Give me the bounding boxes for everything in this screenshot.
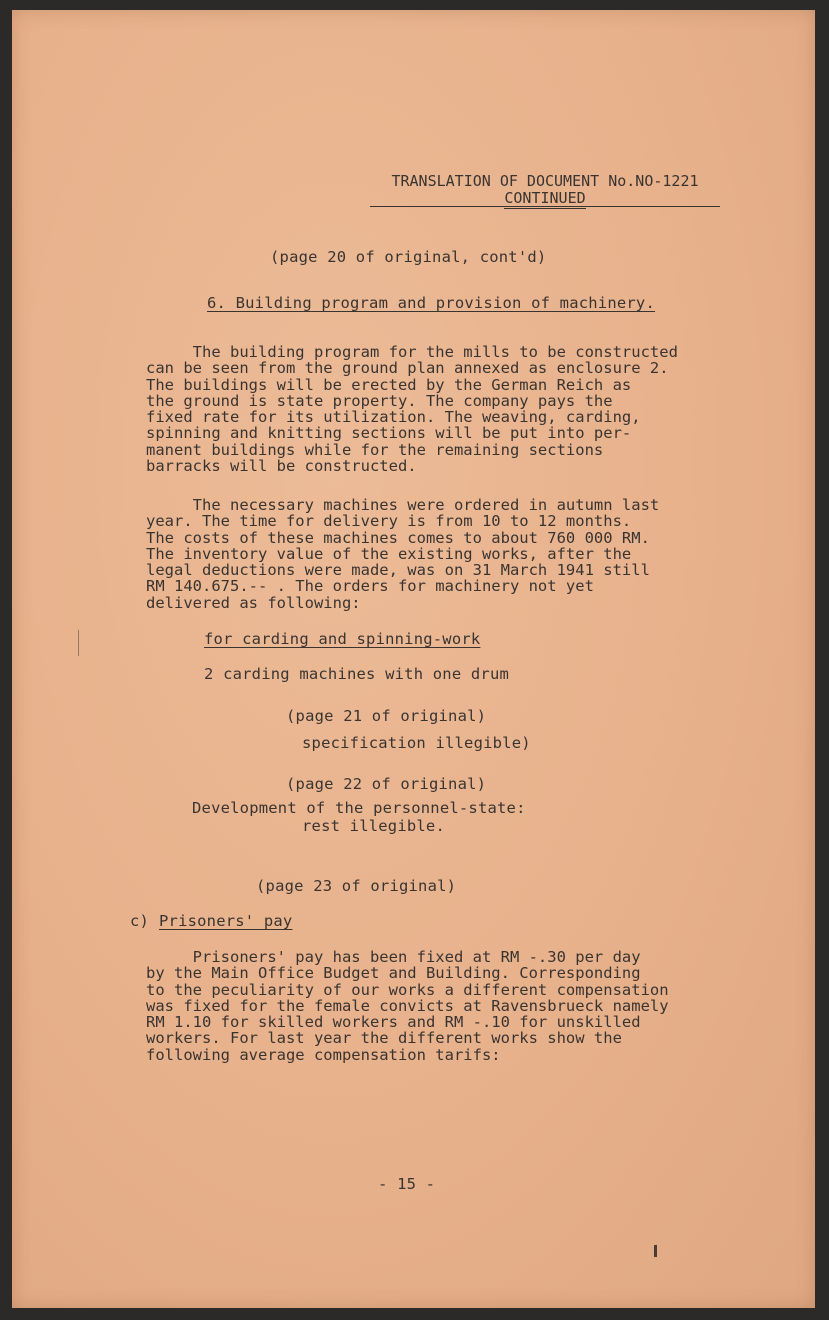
carding-item: 2 carding machines with one drum: [204, 665, 510, 683]
para3-line: Prisoners' pay has been fixed at RM -.30 per day: [146, 948, 641, 966]
section-c-label: c): [130, 912, 150, 930]
page-21-note: (page 21 of original): [286, 707, 487, 725]
paragraph-building-program: [146, 344, 678, 474]
para2-line: The costs of these machines comes to about 760 000 RM.: [146, 528, 650, 547]
margin-mark: [78, 630, 79, 656]
header-rule: [370, 206, 720, 207]
page-22-note: (page 22 of original): [286, 775, 487, 793]
section-6-title: 6. Building program and provision of machinery.: [207, 294, 655, 312]
carding-heading: for carding and spinning-work: [204, 630, 481, 648]
para1-line: fixed rate for its utilization. The weaving, carding,: [146, 408, 641, 427]
para2-line: The necessary machines were ordered in autumn last: [146, 496, 660, 514]
section-c-title: Prisoners' pay: [159, 912, 293, 930]
page-21-specification: specification illegible): [302, 734, 531, 752]
para2-line: The inventory value of the existing works, after the: [146, 544, 632, 563]
para3-line: following average compensation tarifs:: [146, 1045, 501, 1064]
para1-line: barracks will be constructed.: [146, 457, 417, 476]
para2-line: RM 140.675.-- . The orders for machinery not yet: [146, 577, 594, 596]
para3-line: to the peculiarity of our works a different compensation: [146, 980, 669, 999]
page-number: - 15 -: [378, 1175, 436, 1193]
paragraph-machines: [146, 497, 659, 611]
para3-line: by the Main Office Budget and Building. Corresponding: [146, 964, 641, 983]
para2-line: legal deductions were made, was on 31 March 1941 still: [146, 561, 650, 580]
para3-line: RM 1.10 for skilled workers and RM -.10 for unskilled: [146, 1013, 641, 1032]
para1-line: spinning and knitting sections will be put into per-: [146, 424, 632, 443]
para1-line: The buildings will be erected by the German Reich as: [146, 375, 632, 394]
para2-line: year. The time for delivery is from 10 to 12 months.: [146, 512, 632, 531]
para1-line: can be seen from the ground plan annexed as enclosure 2.: [146, 359, 669, 378]
page-20-note: (page 20 of original, cont'd): [270, 248, 547, 266]
document-header: [370, 173, 720, 207]
header-title: TRANSLATION OF DOCUMENT No.NO-1221: [391, 172, 699, 190]
para3-line: was fixed for the female convicts at Ravensbrueck namely: [146, 996, 669, 1015]
paragraph-prisoners-pay: [146, 949, 669, 1063]
ink-mark: [654, 1245, 657, 1257]
document-page: [12, 10, 815, 1308]
para2-line: delivered as following:: [146, 593, 361, 612]
para3-line: workers. For last year the different works show the: [146, 1029, 622, 1048]
page-23-note: (page 23 of original): [256, 877, 457, 895]
header-subtitle: CONTINUED: [504, 189, 586, 207]
para1-line: The building program for the mills to be constructed: [146, 343, 678, 361]
rest-illegible-line: rest illegible.: [302, 817, 445, 835]
personnel-state-line: Development of the personnel-state:: [192, 799, 526, 817]
para1-line: the ground is state property. The company pays the: [146, 391, 613, 410]
para1-line: manent buildings while for the remaining sections: [146, 440, 604, 459]
